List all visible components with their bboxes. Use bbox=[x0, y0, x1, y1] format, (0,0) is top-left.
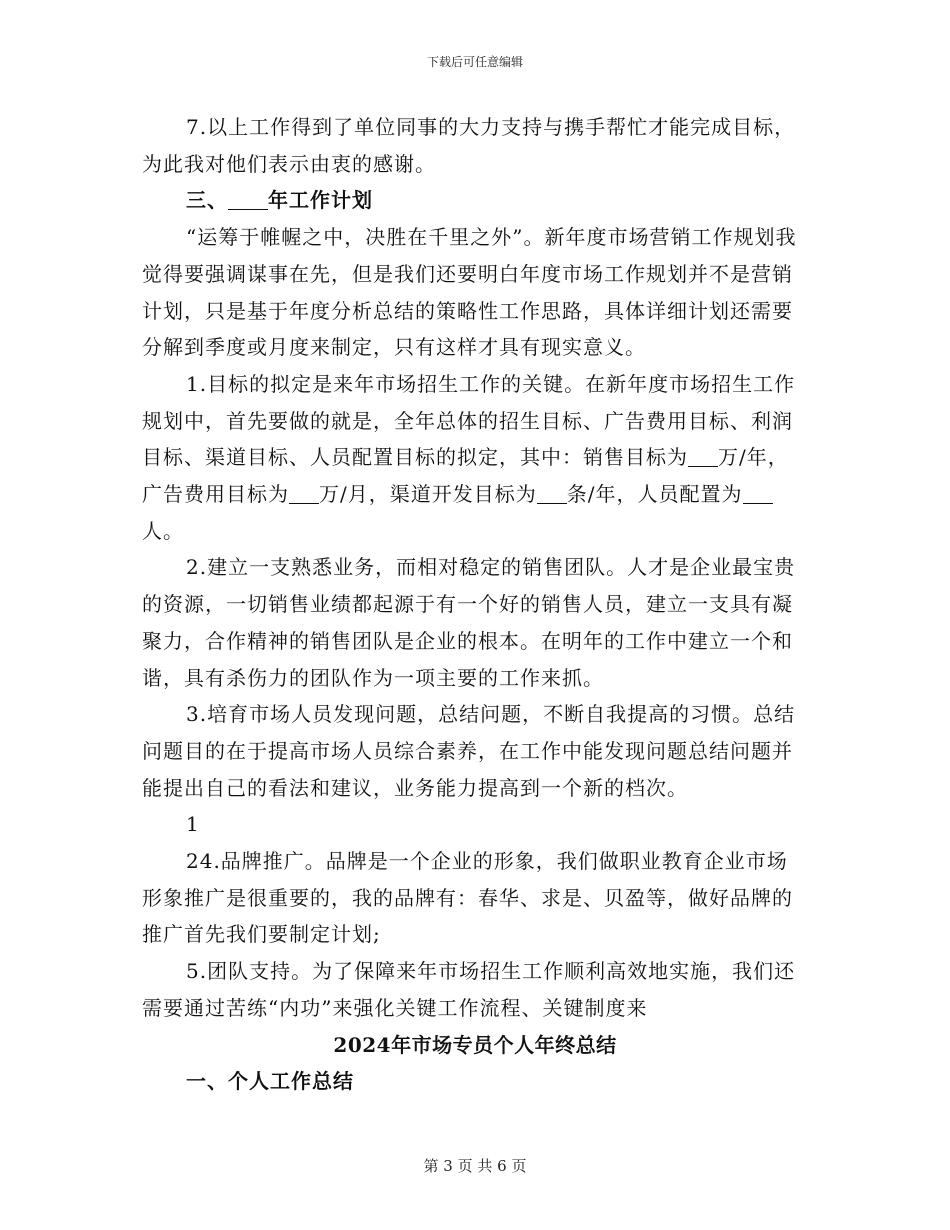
year-blank bbox=[228, 189, 268, 210]
paragraph-goals bbox=[142, 366, 808, 550]
paragraph-support: 5.团队支持。为了保障来年市场招生工作顺利高效地实施，我们还需要通过苦练“内功”来强化关键工作流程、关键制度来 bbox=[142, 959, 796, 1020]
page-header: 下载后可任意编辑 bbox=[426, 55, 523, 69]
sales-target-blank bbox=[688, 446, 718, 467]
section-heading-plan bbox=[142, 182, 808, 219]
channel-target-blank bbox=[537, 483, 567, 504]
goals-text-b: 万/年，广告费用目标为 bbox=[142, 445, 789, 507]
heading-suffix: 年工作计划 bbox=[268, 188, 373, 213]
paragraph-number: 1 bbox=[186, 812, 200, 837]
goals-text-e: 人。 bbox=[142, 518, 184, 543]
paragraph-thanks: 7.以上工作得到了单位同事的大力支持与携手帮忙才能完成目标，为此我对他们表示由衷的感谢。 bbox=[142, 115, 796, 176]
staff-target-blank bbox=[743, 483, 773, 504]
heading-prefix: 三、 bbox=[186, 188, 228, 213]
document-title: 2024年市场专员个人年终总结 bbox=[333, 1032, 617, 1057]
page-footer: 第 3 页 共 6 页 bbox=[423, 1157, 527, 1175]
goals-text-a: 1.目标的拟定是来年市场招生工作的关键。在新年度市场招生工作规划中，首先要做的就是，全年总体的招生目标、广告费用目标、利润目标、渠道目标、人员配置目标的拟定，其中：销售目标为 bbox=[142, 371, 796, 470]
goals-text-c: 万/月，渠道开发目标为 bbox=[319, 482, 537, 507]
paragraph-training: 3.培育市场人员发现问题，总结问题，不断自我提高的习惯。总结问题目的在于提高市场人员综合素养，在工作中能发现问题总结问题并能提出自己的看法和建议，业务能力提高到一个新的档次。 bbox=[142, 702, 796, 800]
document-body bbox=[142, 109, 808, 1100]
section-heading-summary: 一、个人工作总结 bbox=[186, 1069, 354, 1094]
ad-target-blank bbox=[289, 483, 319, 504]
paragraph-brand: 24.品牌推广。品牌是一个企业的形象，我们做职业教育企业市场形象推广是很重要的，我的品牌有：春华、求是、贝盈等，做好品牌的推广首先我们要制定计划; bbox=[142, 849, 793, 947]
paragraph-team: 2.建立一支熟悉业务，而相对稳定的销售团队。人才是企业最宝贵的资源，一切销售业绩都起源于有一个好的销售人员，建立一支具有凝聚力，合作精神的销售团队是企业的根本。在明年的工作中建立一个和谐，具有杀伤力的团队作为一项主要的工作来抓。 bbox=[142, 555, 796, 690]
paragraph-strategy: “运筹于帷幄之中，决胜在千里之外”。新年度市场营销工作规划我觉得要强调谋事在先，但是我们还要明白年度市场工作规划并不是营销计划，只是基于年度分析总结的策略性工作思路，具体详细计划还需要分解到季度或月度来制定，只有这样才具有现实意义。 bbox=[142, 225, 797, 360]
goals-text-d: 条/年，人员配置为 bbox=[566, 482, 743, 507]
